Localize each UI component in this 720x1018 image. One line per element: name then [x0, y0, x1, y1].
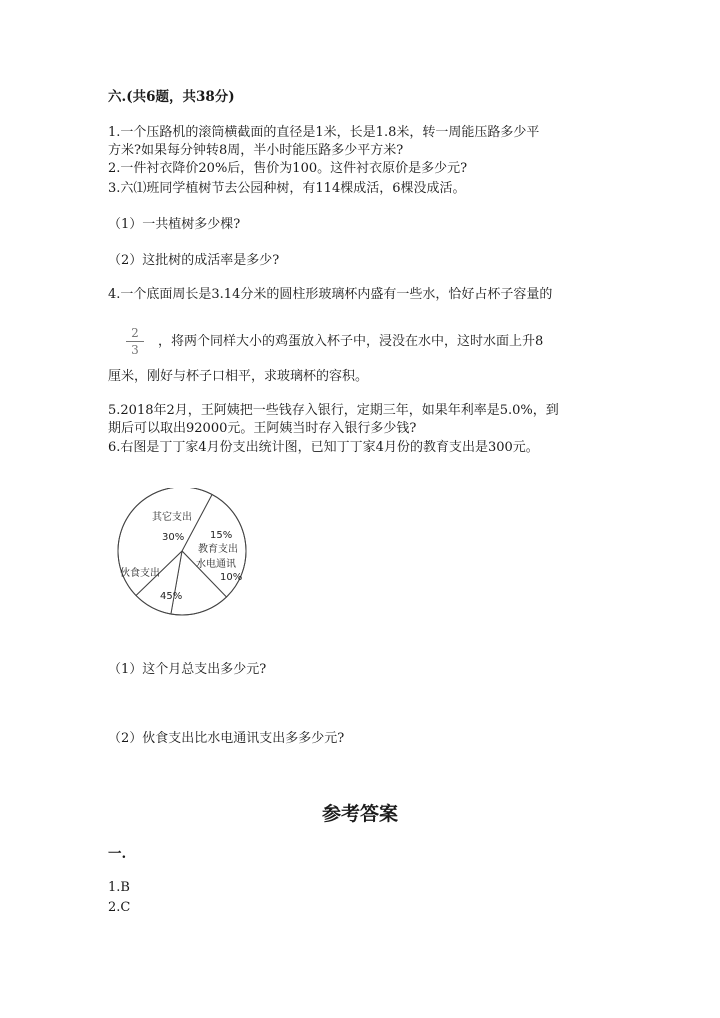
pie-chart [108, 488, 268, 628]
pie-value-food: 45% [160, 591, 183, 602]
fraction-two-thirds [126, 326, 144, 357]
pie-label-utilities: 水电通讯 [196, 559, 236, 570]
answers-title: 参考答案 [321, 803, 398, 825]
question-4-line-3: 厘米，刚好与杯子口相平，求玻璃杯的容积。 [108, 369, 369, 384]
question-5-line-1: 5.2018年2月，王阿姨把一些钱存入银行，定期三年，如果年利率是5.0%，到 [108, 403, 559, 418]
question-3-sub-2: （2）这批树的成活率是多少? [108, 253, 280, 268]
question-3-sub-1: （1）一共植树多少棵? [108, 217, 241, 232]
question-1-line-1: 1.一个压路机的滚筒横截面的直径是1米，长是1.8米，转一周能压路多少平 [108, 125, 540, 140]
question-1-line-2: 方米?如果每分钟转8周，半小时能压路多少平方米? [108, 143, 404, 158]
question-4-line-2: ，将两个同样大小的鸡蛋放入杯子中，浸没在水中，这时水面上升8 [158, 334, 544, 349]
pie-value-education: 15% [210, 530, 233, 541]
answers-section-1-header: 一. [108, 846, 127, 862]
pie-value-other: 30% [162, 532, 185, 543]
question-6-sub-2: （2）伙食支出比水电通讯支出多多少元? [108, 731, 345, 746]
pie-value-utilities: 10% [220, 572, 243, 583]
pie-label-education: 教育支出 [198, 544, 238, 555]
answer-item-1: 1.B [108, 880, 130, 895]
pie-label-food: 伙食支出 [120, 568, 160, 579]
question-5-line-2: 期后可以取出92000元。王阿姨当时存入银行多少钱? [108, 421, 417, 436]
question-2: 2.一件衬衣降价20%后，售价为100。这件衬衣原价是多少元? [108, 161, 468, 176]
pie-label-other: 其它支出 [152, 512, 192, 523]
fraction-denominator: 3 [131, 343, 139, 357]
fraction-bar [126, 341, 144, 342]
question-3: 3.六⑴班同学植树节去公园种树，有114棵成活，6棵没成活。 [108, 181, 466, 196]
question-6-sub-1: （1）这个月总支出多少元? [108, 662, 267, 677]
answer-item-2: 2.C [108, 900, 131, 915]
question-4-line-1: 4.一个底面周长是3.14分米的圆柱形玻璃杯内盛有一些水，恰好占杯子容量的 [108, 287, 553, 302]
fraction-numerator: 2 [131, 326, 139, 340]
question-6: 6.右图是丁丁家4月份支出统计图，已知丁丁家4月份的教育支出是300元。 [108, 440, 539, 455]
section-6-header: 六.(共6题，共38分) [108, 89, 235, 105]
